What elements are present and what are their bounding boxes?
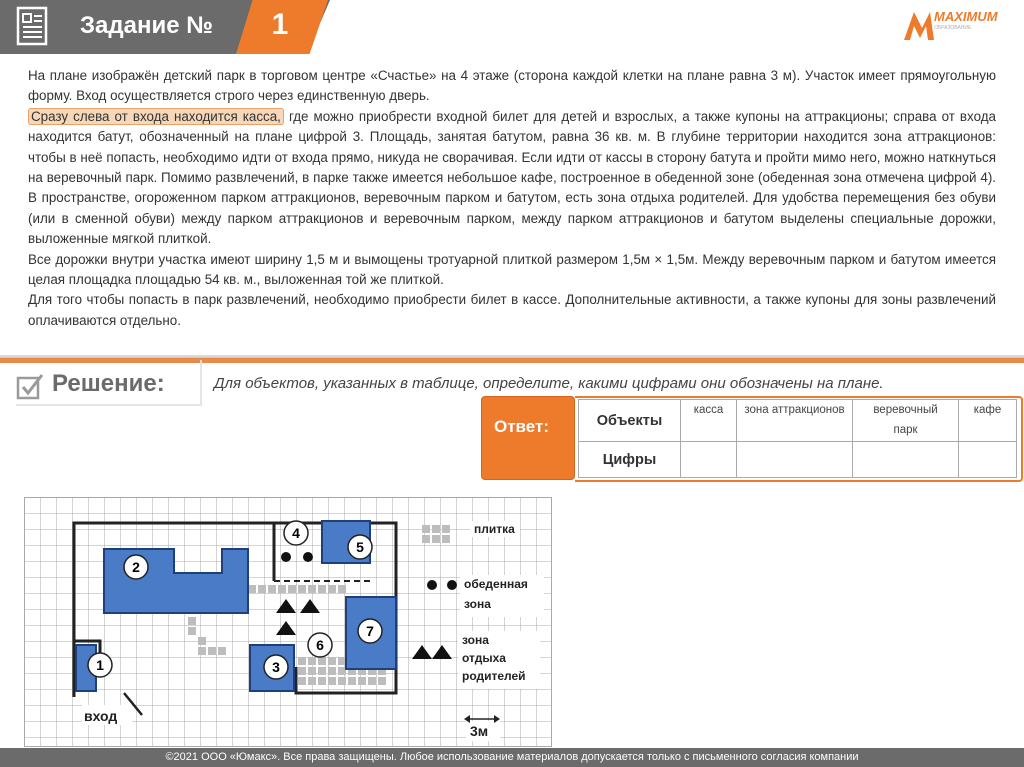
svg-text:1: 1 — [96, 657, 104, 673]
svg-text:4: 4 — [292, 525, 300, 541]
separator-bar — [0, 357, 1024, 363]
svg-text:7: 7 — [366, 623, 374, 639]
number-badge-1 — [88, 653, 112, 677]
number-badge-7 — [358, 619, 382, 643]
digits-label: Цифры — [579, 442, 681, 478]
number-badge-3 — [264, 655, 288, 679]
digit-input-cell[interactable] — [737, 442, 853, 478]
svg-text:5: 5 — [356, 539, 364, 555]
object-cell: кафе — [959, 400, 1017, 442]
svg-text:6: 6 — [316, 637, 324, 653]
problem-paragraph-1: На плане изображён детский парк в торговом центре «Счастье» на 4 этаже (сторона каждой клетки на плане равна 3 м). Участок имеет прямоугольную форму. Вход осуществляется строго через единственную дверь. — [28, 68, 996, 104]
digit-input-cell[interactable] — [681, 442, 737, 478]
logo-subtitle: ОБРАЗОВАНИЕ — [934, 25, 972, 31]
slide-header — [0, 0, 1024, 58]
object-cell: касса — [681, 400, 737, 442]
objects-label: Объекты — [579, 400, 681, 442]
number-badge-2 — [124, 555, 148, 579]
checkbox-icon — [16, 372, 44, 400]
problem-statement — [28, 66, 996, 331]
digit-input-cell[interactable] — [959, 442, 1017, 478]
answer-table — [578, 399, 1017, 478]
object-cell: зона аттракционов — [737, 400, 853, 442]
scale-label: 3м — [470, 723, 489, 739]
park-plan — [24, 497, 552, 747]
solution-underline — [16, 404, 202, 406]
digit-input-cell[interactable] — [853, 442, 959, 478]
problem-paragraph-2 — [28, 107, 996, 250]
task-title: Задание № — [80, 12, 213, 39]
answer-label-box — [481, 396, 575, 480]
legend-tile: плитка — [474, 522, 515, 536]
number-badge-6 — [308, 633, 332, 657]
solution-divider — [200, 360, 202, 406]
answer-digits-row — [579, 442, 1017, 478]
entrance-label: вход — [84, 708, 118, 724]
answer-objects-row — [579, 400, 1017, 442]
highlighted-text: Сразу слева от входа находится касса, — [28, 108, 284, 125]
solution-title: Решение: — [52, 370, 165, 397]
solution-instruction: Для объектов, указанных в таблице, определите, какими цифрами они обозначены на плане. — [214, 375, 884, 392]
object-cell: веревочный парк — [853, 400, 959, 442]
number-badge-4 — [284, 521, 308, 545]
problem-paragraph-2-rest: где можно приобрести входной билет для детей и взрослых, а также купоны на аттракционы; справа от входа находится батут, обозначенный на плане цифрой 3. Площадь, занятая батутом, равна 36 кв. м. В глубине территории находится зона аттракционов: чтобы в неё попасть, необходимо идти от входа прямо, никуда не сворачивая. Если идти от кассы в сторону батута и пройти мимо него, можно наткнуться на веревочный парк. Помимо развлечений, в парке также имеется небольшое кафе, построенное в обеденной зоне (обеденная зона отмечена цифрой 4). В пространстве, огороженном парком аттракционов, веревочным парком и батутом, есть зона отдыха родителей. Для удобства перемещения без обуви (или в сменной обуви) между парком аттракционов и веревочным парком, между парком аттракционов и батутом выделены специальные дорожки, выложенные мягкой плиткой. — [28, 108, 996, 247]
svg-text:3: 3 — [272, 659, 280, 675]
svg-text:2: 2 — [132, 559, 140, 575]
answer-label: Ответ: — [494, 417, 549, 436]
legend-rest: зона отдыха родителей — [462, 633, 526, 683]
copyright-footer: ©2021 ООО «Юмакс». Все права защищены. Любое использование материалов допускается только с письменного согласия компании — [0, 748, 1024, 767]
problem-paragraph-3: Все дорожки внутри участка имеют ширину 1,5 м и вымощены тротуарной плиткой размером 1,5м × 1,5м. Между веревочным парком и батутом имеется целая площадка площадью 54 кв. м., выложенная той же плиткой. — [28, 251, 996, 288]
task-number: 1 — [271, 8, 289, 41]
legend-dining: обеденная зона — [464, 577, 528, 611]
number-badge-5 — [348, 535, 372, 559]
document-icon — [14, 6, 54, 48]
logo-text: MAXIMUM — [934, 9, 998, 24]
problem-paragraph-4: Для того чтобы попасть в парк развлечений, необходимо приобрести билет в кассе. Дополнительные активности, а также купоны для зоны развлечений оплачиваются отдельно. — [28, 292, 996, 328]
